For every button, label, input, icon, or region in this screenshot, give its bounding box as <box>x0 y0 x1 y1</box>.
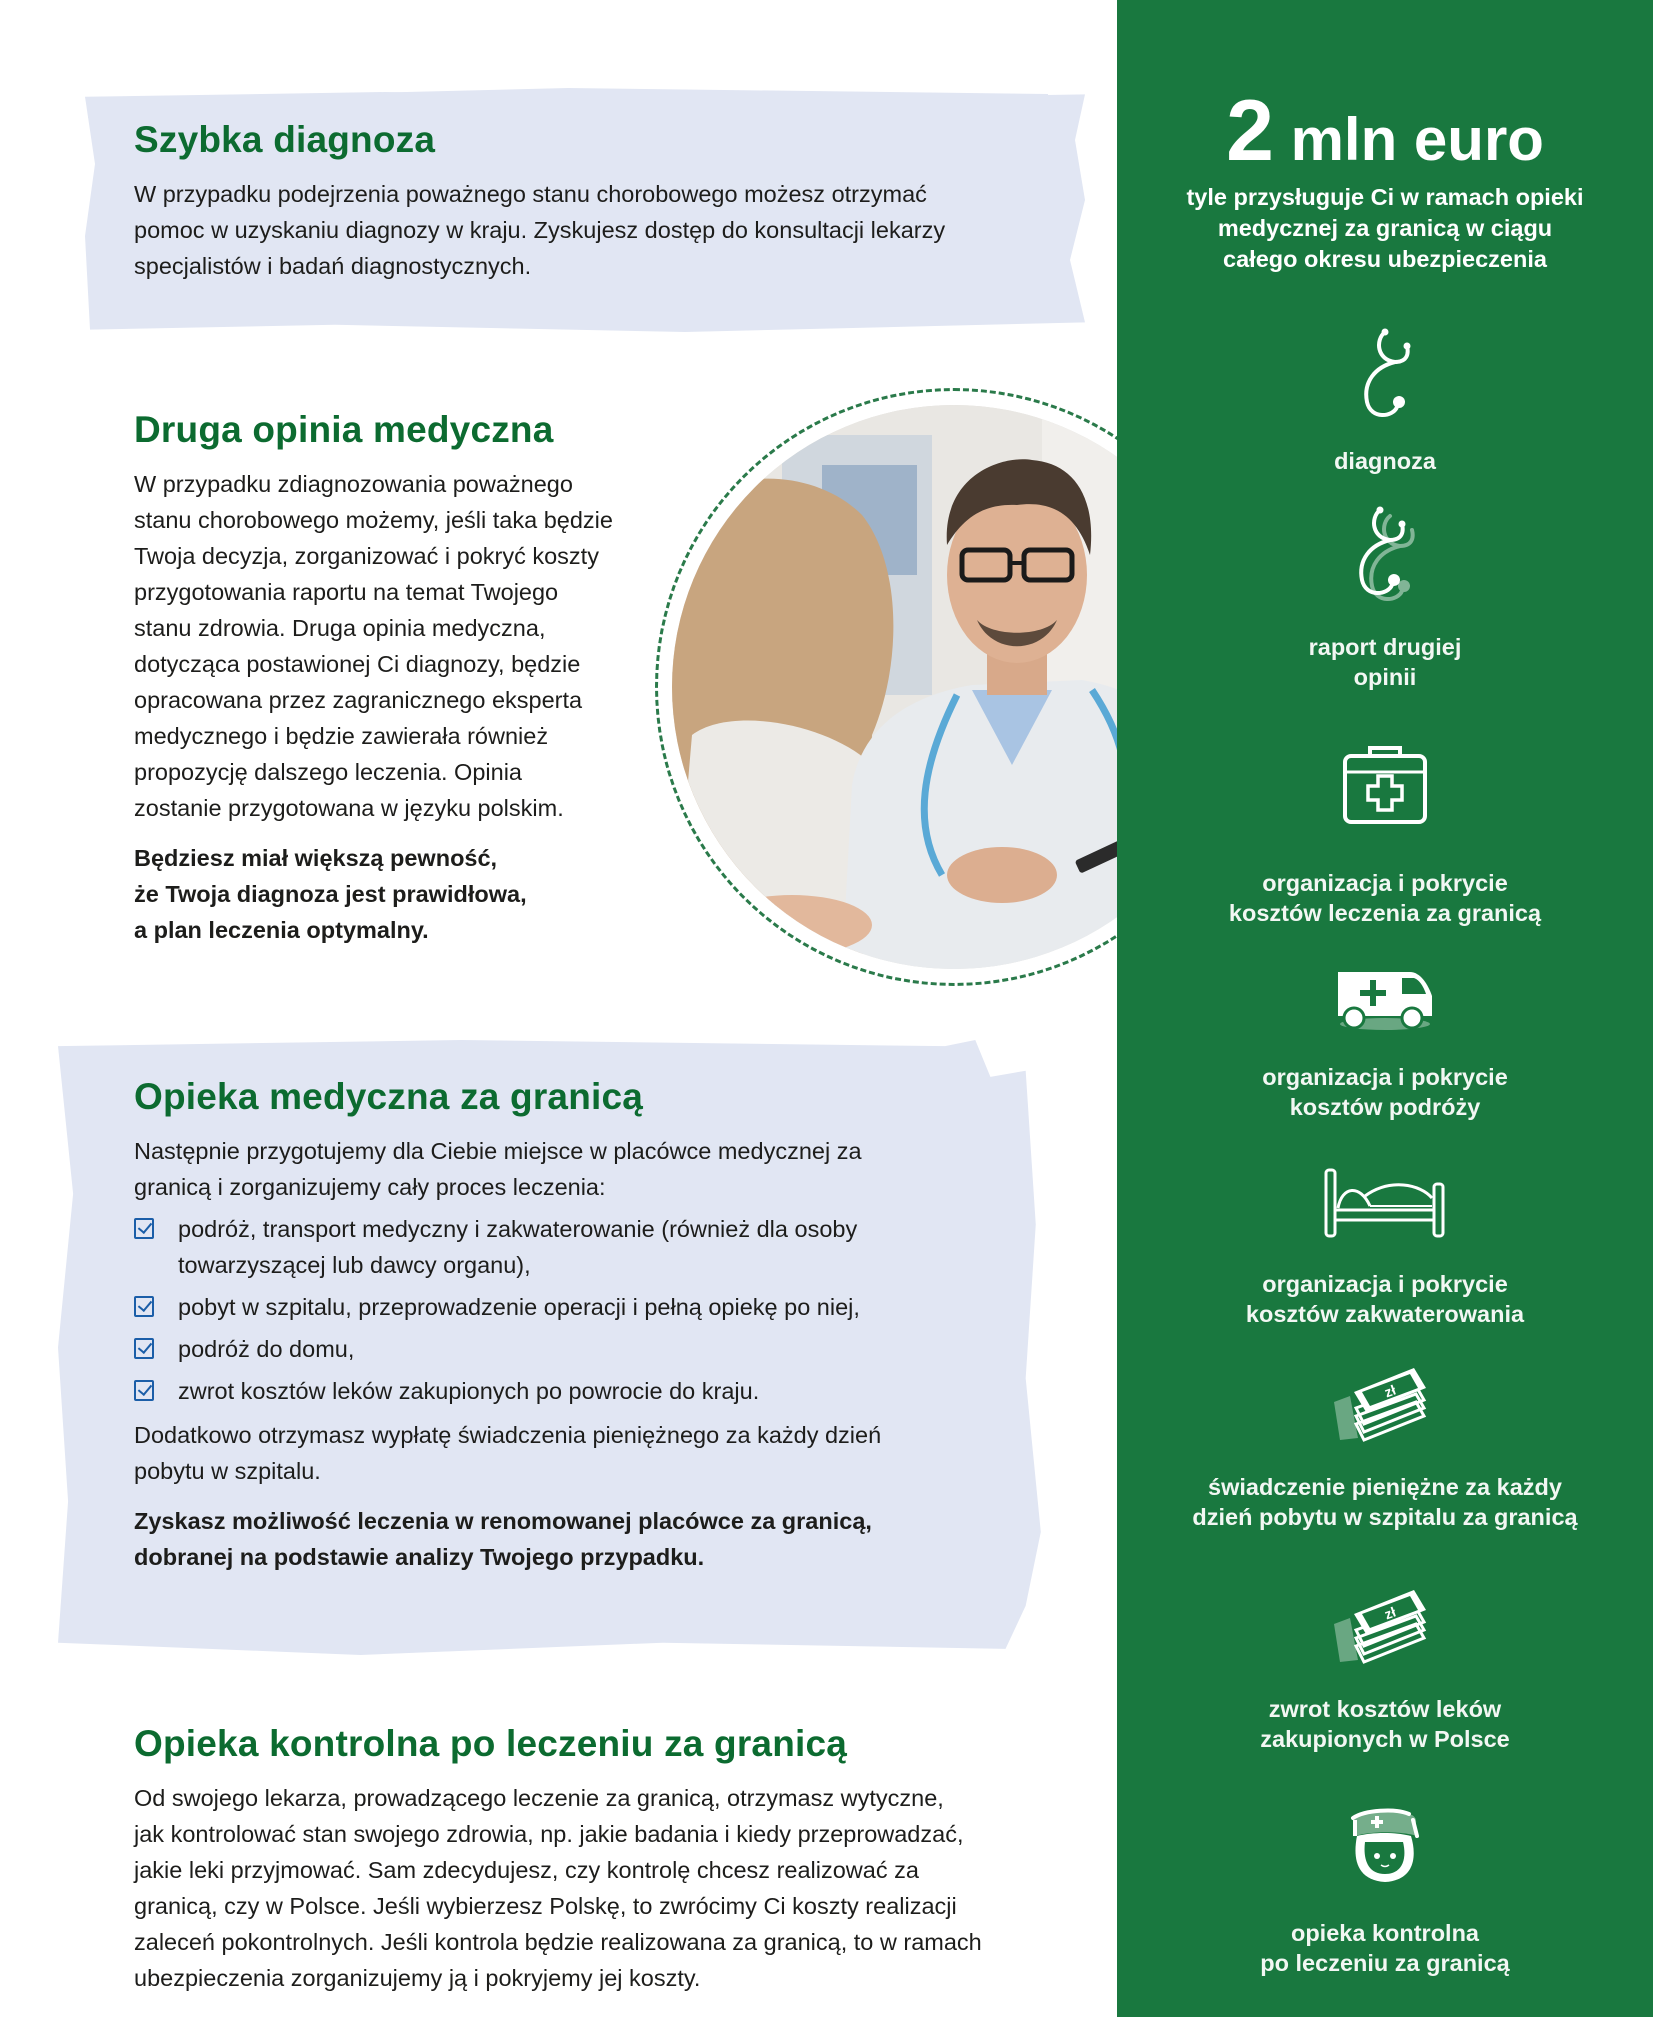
nurse-icon <box>1345 1806 1425 1886</box>
section-title: Druga opinia medyczna <box>134 409 554 450</box>
feature-opieka-kontrolna <box>1117 1806 1653 1978</box>
text-line: organizacja i pokrycie <box>1262 1064 1508 1090</box>
checklist-item <box>134 1331 1034 1367</box>
text-line: pobyt w szpitalu, przeprowadzenie operacji i pełną opiekę po niej, <box>178 1294 860 1321</box>
text-line: Twoja decyzja, zorganizować i pokryć koszty <box>134 543 599 570</box>
text-line: zwrot kosztów leków zakupionych po powrocie do kraju. <box>178 1378 760 1405</box>
section-highlight <box>134 840 664 948</box>
currency-symbol: zł <box>1382 1603 1398 1623</box>
text-line: całego okresu ubezpieczenia <box>1223 246 1547 272</box>
section-title: Szybka diagnoza <box>134 119 436 160</box>
bed-icon <box>1320 1166 1450 1241</box>
text-line: opracowana przez zagranicznego eksperta <box>134 687 583 714</box>
text-line: kosztów leczenia za granicą <box>1228 900 1542 926</box>
currency-symbol: zł <box>1382 1381 1398 1401</box>
text-line: granicą, czy w Polsce. Jeśli wybierzesz Polskę, to zwrócimy Ci koszty realizacji <box>134 1893 957 1920</box>
checkbox-checked-icon <box>134 1380 154 1401</box>
feature-diagnoza <box>1117 322 1653 476</box>
text-line: raport drugiej <box>1308 634 1462 660</box>
checkbox-checked-icon <box>134 1296 154 1317</box>
text-line: W przypadku podejrzenia poważnego stanu chorobowego możesz otrzymać <box>134 181 927 208</box>
text-line: zakupionych w Polsce <box>1260 1726 1510 1752</box>
text-line: organizacja i pokrycie <box>1262 1271 1508 1297</box>
text-line: opieka kontrolna <box>1290 1920 1480 1946</box>
text-line: opinii <box>1353 664 1417 690</box>
text-line: kosztów zakwaterowania <box>1245 1301 1525 1327</box>
section-title: Opieka kontrolna po leczeniu za granicą <box>134 1723 848 1764</box>
checklist <box>134 1211 1034 1409</box>
section-opieka-za-granica <box>134 1075 1034 1575</box>
medical-bag-icon <box>1340 742 1430 832</box>
checklist-item <box>134 1373 1034 1409</box>
checkbox-checked-icon <box>134 1338 154 1359</box>
text-line: dobranej na podstawie analizy Twojego przypadku. <box>134 1544 705 1571</box>
text-line: specjalistów i badań diagnostycznych. <box>134 253 532 280</box>
text-line: kosztów podróży <box>1289 1094 1481 1120</box>
text-line: dzień pobytu w szpitalu za granicą <box>1192 1504 1578 1530</box>
text-line: podróż, transport medyczny i zakwaterowanie (również dla osoby <box>178 1216 858 1243</box>
text-line: zaleceń pokontrolnych. Jeśli kontrola będzie realizowana za granicą, to w ramach <box>134 1929 982 1956</box>
coverage-description <box>1117 182 1653 275</box>
section-additional <box>134 1417 1034 1489</box>
feature-zwrot-kosztow-lekow <box>1117 1580 1653 1754</box>
text-line: pomoc w uzyskaniu diagnozy w kraju. Zyskujesz dostęp do konsultacji lekarzy <box>134 217 946 244</box>
text-line: zwrot kosztów leków <box>1268 1696 1502 1722</box>
text-line: jak kontrolować stan swojego zdrowia, np. jakie badania i kiedy przeprowadzać, <box>134 1821 964 1848</box>
section-opieka-kontrolna <box>134 1722 1064 1996</box>
feature-label <box>1117 446 1653 476</box>
feature-raport-drugiej-opinii <box>1117 500 1653 692</box>
text-line: po leczeniu za granicą <box>1260 1950 1510 1976</box>
feature-label <box>1117 1918 1653 1978</box>
text-line: Następnie przygotujemy dla Ciebie miejsce w placówce medycznej za <box>134 1138 862 1165</box>
feature-label <box>1117 1472 1653 1532</box>
coverage-amount <box>1117 83 1653 179</box>
feature-swiadczenie-pieniezne <box>1117 1358 1653 1532</box>
checkbox-checked-icon <box>134 1218 154 1239</box>
text-line: Będziesz miał większą pewność, <box>134 845 498 872</box>
text-line: świadczenie pieniężne za każdy <box>1208 1474 1562 1500</box>
text-line: Od swojego lekarza, prowadzącego leczenie za granicą, otrzymasz wytyczne, <box>134 1785 944 1812</box>
text-line: Dodatkowo otrzymasz wypłatę świadczenia pieniężnego za każdy dzień <box>134 1422 882 1449</box>
coverage-amount-unit: mln euro <box>1290 106 1544 173</box>
checklist-item <box>134 1289 1034 1325</box>
text-line: zostanie przygotowana w języku polskim. <box>134 795 564 822</box>
feature-label <box>1117 632 1653 692</box>
text-line: tyle przysługuje Ci w ramach opieki <box>1186 184 1584 210</box>
text-line: granicą i zorganizujemy cały proces leczenia: <box>134 1174 606 1201</box>
coverage-amount-number: 2 <box>1226 83 1274 179</box>
text-line: Zyskasz możliwość leczenia w renomowanej placówce za granicą, <box>134 1508 872 1535</box>
feature-koszty-podrozy <box>1117 964 1653 1122</box>
ambulance-icon <box>1330 964 1440 1034</box>
text-line: diagnoza <box>1334 448 1436 474</box>
money-stack-icon <box>1330 1580 1440 1670</box>
feature-label <box>1117 1694 1653 1754</box>
text-line: przygotowania raportu na temat Twojego <box>134 579 559 606</box>
text-line: propozycję dalszego leczenia. Opinia <box>134 759 522 786</box>
feature-label <box>1117 1062 1653 1122</box>
text-line: medycznego i będzie zawierała również <box>134 723 549 750</box>
feature-koszty-leczenia <box>1117 742 1653 928</box>
text-line: pobytu w szpitalu. <box>134 1458 321 1485</box>
text-line: a plan leczenia optymalny. <box>134 917 429 944</box>
feature-koszty-zakwaterowania <box>1117 1166 1653 1329</box>
text-line: organizacja i pokrycie <box>1262 870 1508 896</box>
text-line: dotycząca postawionej Ci diagnozy, będzie <box>134 651 581 678</box>
text-line: medycznej za granicą w ciągu <box>1217 215 1553 241</box>
text-line: stanu chorobowego możemy, jeśli taka będzie <box>134 507 613 534</box>
section-highlight <box>134 1503 1034 1575</box>
money-stack-icon <box>1330 1358 1440 1448</box>
checklist-item <box>134 1211 1034 1283</box>
text-line: stanu zdrowia. Druga opinia medyczna, <box>134 615 546 642</box>
text-line: W przypadku zdiagnozowania poważnego <box>134 471 573 498</box>
section-body <box>134 1780 1064 1996</box>
text-line: towarzyszącej lub dawcy organu), <box>178 1252 531 1279</box>
benefits-panel <box>1117 0 1653 2017</box>
text-line: podróż do domu, <box>178 1336 355 1363</box>
section-intro <box>134 1133 1034 1205</box>
feature-label <box>1117 1269 1653 1329</box>
feature-label <box>1117 868 1653 928</box>
text-line: że Twoja diagnoza jest prawidłowa, <box>134 881 527 908</box>
stethoscope-icon <box>1345 322 1425 432</box>
section-body <box>134 466 664 826</box>
text-line: ubezpieczenia zorganizujemy ją i pokryjemy jej koszty. <box>134 1965 701 1992</box>
section-druga-opinia <box>134 408 664 948</box>
section-title: Opieka medyczna za granicą <box>134 1076 644 1117</box>
section-szybka-diagnoza <box>134 118 1034 284</box>
double-stethoscope-icon <box>1340 500 1430 610</box>
section-body <box>134 176 1034 284</box>
text-line: jakie leki przyjmować. Sam zdecydujesz, czy kontrolę chcesz realizować za <box>134 1857 919 1884</box>
